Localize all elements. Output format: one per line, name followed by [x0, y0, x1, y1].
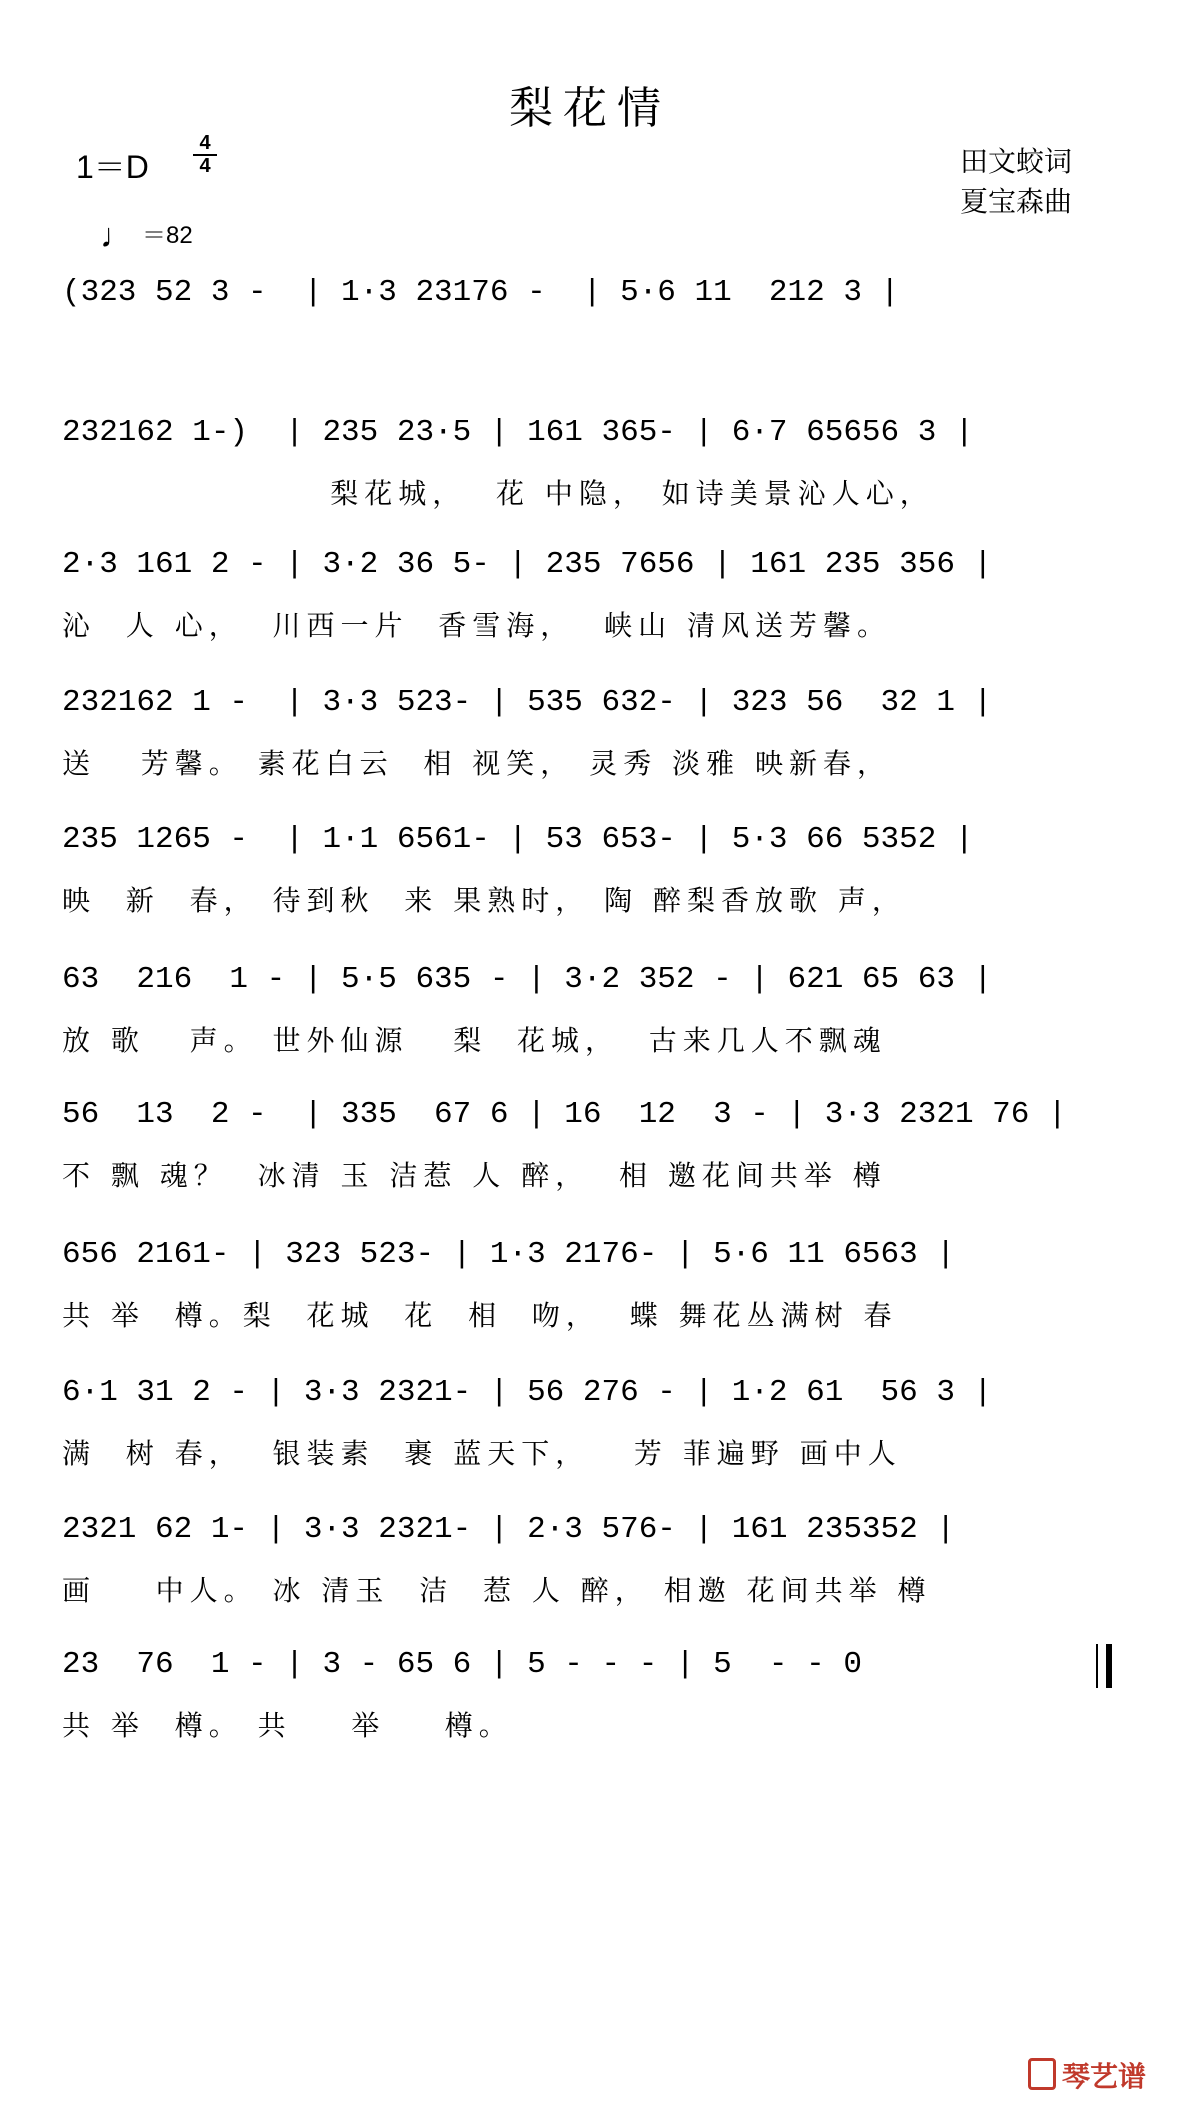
logo-mark-icon	[1028, 2058, 1056, 2090]
key-signature: 1＝D	[76, 149, 149, 185]
credits	[960, 142, 1072, 222]
notation-row	[62, 1368, 1112, 1422]
lyrics-line: 画 中人。 冰 清玉 洁 惹 人 醉， 相邀 花间共举 樽	[62, 1574, 932, 1607]
site-logo	[1028, 2055, 1146, 2095]
jianpu-notes: 23 76 1 - | 3 - 65 6 | 5 - - - | 5 - - 0	[62, 1647, 862, 1682]
jianpu-notes: (323 52 3 - | 1·3 23176 - | 5·6 11 212 3 |	[62, 275, 900, 310]
jianpu-notes: 6·1 31 2 - | 3·3 2321- | 56 276 - | 1·2 61 56 3 |	[62, 1375, 993, 1410]
notation-row	[62, 540, 1112, 594]
notation-row	[62, 678, 1112, 732]
score-system	[62, 540, 1112, 642]
time-signature-bottom: 4	[199, 155, 211, 177]
lyrics-line: 共 举 樽。梨 花城 花 相 吻， 蝶 舞花丛满树 春	[62, 1299, 898, 1332]
jianpu-notes: 2321 62 1- | 3·3 2321- | 2·3 576- | 161 235352 |	[62, 1512, 955, 1547]
jianpu-notes: 2·3 161 2 - | 3·2 36 5- | 235 7656 | 161 235 356 |	[62, 547, 993, 582]
jianpu-notes: 63 216 1 - | 5·5 635 - | 3·2 352 - | 621 65 63 |	[62, 962, 993, 997]
notation-row	[62, 408, 1112, 462]
tempo-value: ＝82	[142, 222, 193, 249]
jianpu-notes: 232162 1-) | 235 23·5 | 161 365- | 6·7 65656 3 |	[62, 415, 974, 450]
score-system	[62, 815, 1112, 917]
lyrics-line: 放 歌 声。 世外仙源 梨 花城， 古来几人不飘魂	[62, 1024, 887, 1057]
lyrics-line: 梨花城， 花 中隐， 如诗美景沁人心，	[62, 477, 934, 510]
notation-row	[62, 815, 1112, 869]
time-signature	[193, 134, 217, 176]
notation-row	[62, 1640, 1112, 1694]
jianpu-notes: 56 13 2 - | 335 67 6 | 16 12 3 - | 3·3 2321 76 |	[62, 1097, 1067, 1132]
score-system	[62, 1368, 1112, 1470]
notation-row	[62, 1090, 1112, 1144]
notation-row	[62, 1230, 1112, 1284]
logo-text: 琴艺谱	[1061, 2060, 1146, 2093]
score-system	[62, 408, 1112, 510]
lyrics-line: 共 举 樽。 共 举 樽。	[62, 1709, 513, 1742]
time-signature-top: 4	[199, 132, 211, 154]
lyrics-line: 沁 人 心， 川西一片 香雪海， 峡山 清风送芳馨。	[62, 609, 892, 642]
jianpu-notes: 232162 1 - | 3·3 523- | 535 632- | 323 56 32 1 |	[62, 685, 993, 720]
score-system	[62, 1230, 1112, 1332]
lyrics-line: 不 飘 魂？ 冰清 玉 洁惹 人 醉， 相 邀花间共举 樽	[62, 1159, 887, 1192]
jianpu-notes: 235 1265 - | 1·1 6561- | 53 653- | 5·3 66 5352 |	[62, 822, 974, 857]
score-system	[62, 268, 1112, 322]
lyrics-line: 满 树 春， 银装素 裹 蓝天下， 芳 菲遍野 画中人	[62, 1437, 902, 1470]
quarter-note-icon: ♩	[100, 217, 134, 255]
composer: 夏宝森曲	[960, 185, 1073, 218]
tempo-marking	[100, 215, 193, 256]
jianpu-notes: 656 2161- | 323 523- | 1·3 2176- | 5·6 11 6563 |	[62, 1237, 955, 1272]
score-system	[62, 1640, 1112, 1742]
final-barline	[1096, 1644, 1112, 1688]
notation-row	[62, 1505, 1112, 1559]
score-system	[62, 955, 1112, 1057]
score-system	[62, 1505, 1112, 1607]
lyricist: 田文蛟词	[960, 145, 1073, 178]
lyrics-line: 映 新 春， 待到秋 来 果熟时， 陶 醉梨香放歌 声，	[62, 884, 906, 917]
score-system	[62, 678, 1112, 780]
notation-row	[62, 955, 1112, 1009]
song-title: 梨花情	[509, 83, 671, 134]
score-system	[62, 1090, 1112, 1192]
notation-row	[62, 268, 1112, 322]
lyrics-line: 送 芳馨。 素花白云 相 视笑， 灵秀 淡雅 映新春，	[62, 747, 892, 780]
